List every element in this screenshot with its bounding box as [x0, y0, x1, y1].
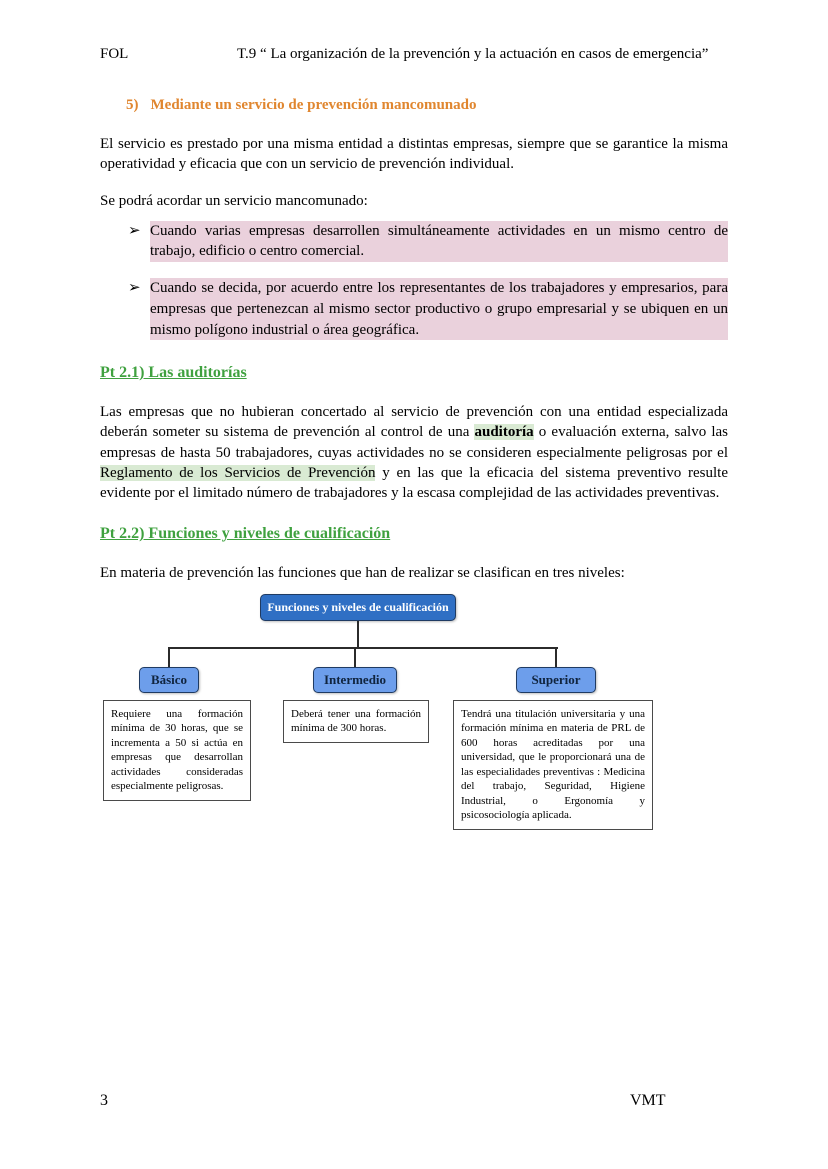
page-header: [100, 46, 728, 63]
bullet-item-sector-productivo: [100, 278, 728, 340]
header-course: FOL: [100, 46, 129, 62]
qualification-levels-diagram: [100, 592, 728, 847]
paragraph-auditorias: [100, 402, 728, 503]
bullet-arrow-icon: ➢: [128, 280, 141, 297]
paragraph-servicio-lead: Se podrá acordar un servicio mancomunado:: [100, 192, 368, 209]
auditorias-text-3: y en las que la eficacia del sistema preventivo resulte evidente por el limitado número de trabajadores y la escasa complejidad de las actividades preventivas.: [100, 464, 728, 502]
auditorias-text-2: o evaluación externa, salvo las empresas de hasta 50 trabajadores, cuyas actividades no se consideren especialmente peligrosas por el: [100, 424, 728, 461]
auditorias-highlight-auditoria: auditoría: [474, 424, 534, 441]
connector-line: [168, 647, 558, 649]
page-number: 3: [100, 1092, 108, 1109]
diagram-root-node: Funciones y niveles de cualificación: [260, 594, 456, 621]
connector-line: [555, 647, 557, 668]
diagram-node-basico: Básico: [139, 667, 199, 693]
diagram-node-intermedio: Intermedio: [313, 667, 397, 693]
connector-line: [354, 647, 356, 668]
heading-number: 5): [126, 97, 139, 113]
paragraph-funciones-intro: En materia de prevención las funciones que han de realizar se clasifican en tres niveles:: [100, 565, 625, 582]
paragraph-servicio-intro: El servicio es prestado por una misma entidad a distintas empresas, siempre que se garantice la misma operatividad y eficacia que con un servicio de prevención individual.: [100, 136, 728, 173]
auditorias-highlight-reglamento: Reglamento de los Servicios de Prevención: [100, 464, 376, 481]
header-title: T.9 “ La organización de la prevención y la actuación en casos de emergencia”: [237, 46, 709, 62]
bullet-text: Cuando varias empresas desarrollen simultáneamente actividades en un mismo centro de trabajo, edificio o centro comercial.: [150, 221, 728, 262]
bullet-arrow-icon: ➢: [128, 222, 141, 239]
connector-line: [357, 621, 359, 648]
heading-servicio-mancomunado: [126, 97, 728, 114]
connector-line: [168, 647, 170, 668]
heading-text: Mediante un servicio de prevención mancomunado: [150, 97, 477, 113]
heading-funciones-niveles: Pt 2.2) Funciones y niveles de cualificación: [100, 525, 391, 543]
diagram-description-intermedio: Deberá tener una formación mínima de 300 horas.: [283, 700, 429, 743]
bullet-text: Cuando se decida, por acuerdo entre los representantes de los trabajadores y empresarios, para empresas que pertenezcan al mismo sector productivo o grupo empresarial y se ubiquen en un mismo polígono industrial o área geográfica.: [150, 278, 728, 340]
diagram-description-basico: Requiere una formación mínima de 30 horas, que se incrementa a 50 si actúa en empresas que desarrollan actividades consideradas especialmente peligrosas.: [103, 700, 251, 801]
heading-auditorias: Pt 2.1) Las auditorías: [100, 364, 247, 382]
auditorias-text-1: Las empresas que no hubieran concertado al servicio de prevención con una entidad especializada deberán someter su sistema de prevención al control de una: [100, 404, 728, 441]
bullet-item-centro-trabajo: [100, 221, 728, 262]
footer-initials: VMT: [630, 1092, 666, 1109]
diagram-node-superior: Superior: [516, 667, 596, 693]
diagram-description-superior: Tendrá una titulación universitaria y una formación mínima en materia de PRL de 600 horas acreditadas por una universidad, que le proporcionará una de las especialidades preventivas : Medicina del trabajo, Seguridad, Higiene Industrial, o Ergonomía y psicosociología aplicada.: [453, 700, 653, 830]
